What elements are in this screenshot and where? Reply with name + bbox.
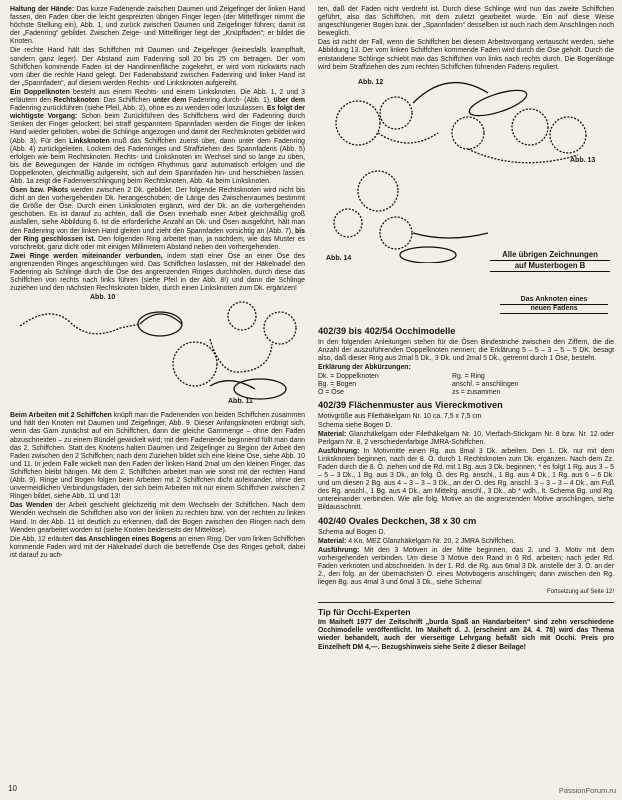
text-span: an einen Ring. Der vom linken Schiffchen kommende Faden wird mit der Häkelnadel durch die betreffende Öse des Ringes geholt, dabei ist darauf zu ach- bbox=[10, 535, 305, 559]
site-watermark: PassionForum.ru bbox=[558, 786, 616, 795]
paragraph-motif-size bbox=[318, 413, 614, 429]
tip-title: Tip für Occhi-Experten bbox=[318, 607, 411, 618]
paragraph-schema: Schema auf Bogen D. bbox=[318, 528, 386, 536]
section-heading-402-39: 402/39 Flächenmuster aus Viereckmotiven bbox=[318, 400, 503, 411]
tip-text bbox=[318, 619, 614, 651]
bold-term: Ausführung: bbox=[318, 546, 360, 554]
paragraph-joining-rings bbox=[10, 253, 305, 293]
figure-12-14 bbox=[318, 73, 614, 263]
text-span: Den folgenden Ring arbeitet man, ja nachdem, wie das Muster es vorschreibt, ganz dicht oder mit einigen Millimetern Abstand neben den vorhergehenden. bbox=[10, 235, 305, 251]
paragraph-text: Das kurze Fadenende zwischen Daumen und Zeigefinger der linken Hand fassen, den Faden über die leicht gespreizten übrigen Finger legen (der Mittelfinger nimmt die höchste Stellung ein), Abb. 1, und zurück zwischen Daumen und Zeigefinger führen; damit ist der „Fadenring“ gebildet. Zwischen Zeige- und Mittelfinger liegt der „Knüpffaden“; er bildet die Knoten. bbox=[10, 6, 305, 46]
text-span: Fadenring zurückführen (siehe Pfeil, Abb. 2), ohne es zu wenden oder loszulassen. bbox=[10, 105, 267, 113]
paragraph-turning bbox=[10, 502, 305, 534]
figure-14-label: Abb. 14 bbox=[326, 254, 352, 262]
bold-term: Es folgt der wichtigste Vorgang: bbox=[10, 105, 305, 121]
abbreviations-list bbox=[318, 373, 614, 397]
tatting-illustration bbox=[10, 294, 305, 412]
bold-term: Ausführung: bbox=[318, 447, 360, 455]
paragraph-right-hand: Die rechte Hand hält das Schiffchen mit Daumen und Zeigefinger (keinesfalls krampfhaft, sondern ganz leger). Der Abstand zum Fadenring soll 20 bis 25 cm betragen. Der vom Schiffchen kommende Faden ist der Handinnenfläche zugekehrt, er wird vom rückwärts nach vorn über die rechte Hand gelegt. Der Fadenabstand zwischen Fadenring und linker Hand ist der „Spannfaden“, auf diesem werden Rechts- und Linksknoten aufgereiht. bbox=[10, 47, 305, 87]
bold-term: Material: bbox=[318, 430, 347, 438]
text-span: Motivgröße aus Filethäkelgarn Nr. 10 ca. 7,5 x 7,5 cm bbox=[318, 413, 482, 421]
callout-line: neuen Fadens bbox=[500, 305, 608, 314]
paragraph-material-2 bbox=[318, 538, 614, 546]
text-span: indem statt einer Öse an einer Öse des angrenzenden Ringes angeschlungen wird. Das Schiffchen loslassen, mit der Häkelnadel den Fadenring als Schlinge durch die Öse des angrenzenden Ringes durchholen, durch diese das Schiffchen von rechts nach links führen (siehe Pfeil in der Abb. 8!) und dann die Schlinge zuziehen und den nächsten Rechtsknoten bilden, durch einen Linksknoten zum Dk. ergänzen! bbox=[10, 252, 305, 293]
paragraph-execution-2 bbox=[318, 547, 614, 587]
bold-term: Beim Arbeiten mit 2 Schiffchen bbox=[10, 412, 112, 420]
abbreviation-item: Rg. = Ring bbox=[452, 373, 485, 381]
text-span: 4 Kn. MEZ Glanzhäkelgarn Nr. 20, 2 JMRA Schiffchen. bbox=[346, 537, 516, 545]
bold-term: Ein Doppelknoten bbox=[10, 88, 70, 96]
text-span: muß das Schiffchen zuerst über, dann unter dem Fadenring (Abb. 4) zurückgeleiten. Lockern des Fadenringes und Straffziehen des Spannfadens (Abb. 5) erfolgen wie beim Rechtsknoten. Rechts- und Linksknoten im Wechsel sind so lange zu üben, bis die Bewegungen der Hände im richtigen Rhythmus ganz automatisch erfolgen und die Doppelknoten, gleichmäßig aufgereiht, sich auf dem Spannfaden hin- und herschieben lassen. Abb. 1a zeigt die Fadenverschlingung beim Rechtsknoten, Abb. 4a beim Linksknoten. bbox=[10, 137, 305, 185]
text-span: Glanzhäkelgarn oder Filethäkelgarn Nr. 10, Vierfach-Stickgarn Nr. 8 bzw. Nr. 12 oder Perlgarn Nr. 8, 2 verschiedenfarbige JMRA-Schiffchen. bbox=[318, 430, 614, 446]
tatting-illustration bbox=[318, 73, 614, 263]
paragraph-lead: Haltung der Hände: bbox=[10, 6, 75, 13]
bold-term: Erklärung der Abkürzungen: bbox=[318, 364, 411, 372]
bold-term: das Anschlingen eines Bogens bbox=[74, 535, 177, 543]
continued-note: Fortsetzung auf Seite 12! bbox=[546, 589, 614, 596]
bold-term: Material: bbox=[318, 537, 347, 545]
text-span: werden zwischen 2 Dk. gebildet. Der folgende Rechtsknoten wird nicht bis dicht an den vorhergehenden Dk. herangeschoben; die Länge des Zwischenraumes bestimmt die Größe der Öse. Durch einen Linksknoten ergänzt, wird der Dk. an die vorhergehenden geschoben. Es ist darauf zu achten, daß die Ösen innerhalb einer Arbeit gleichmäßig groß ausfallen, siehe Abbildung 6. Ist die erforderliche Anzahl an Dk. und Ösen ausgeführt, hält man den Fadenring von der linken Hand gleiten und zieht den Spannfaden vorsichtig an (Abb. 7), bbox=[10, 187, 305, 235]
figure-12-label: Abb. 12 bbox=[358, 78, 384, 86]
abbreviation-item: Dk. = Doppelknoten bbox=[318, 373, 379, 381]
text-span: Mit den 3 Motiven in der Mitte beginnen, das 2. und 3. Motiv mit dem vorhergehenden verbinden. Um diese 3 Motive den Rand in 6 Rd. arbeiten; nach jeder Rd. Faden verknoten und abschneiden. In der 1. Rd. die Rg. aus 6mal 3 Dk. anstelle der 3. Ö. an der 2., den folg. an der übernächsten Ö. eines Motivbogens anschlingen; dann zwischen den Rg. liegen Bg. aus 4mal 3 und 6mal 3 Dk., siehe Schema! bbox=[318, 546, 614, 587]
left-column bbox=[10, 6, 305, 561]
paragraph-picots bbox=[10, 187, 305, 252]
note-line: Alle übrigen Zeichnungen bbox=[490, 250, 610, 261]
paragraph-double-knot bbox=[10, 89, 305, 186]
text-span: besteht aus einem Rechts- und einem Linksknoten. Die Abb. 1, 2 und 3 erläutern den bbox=[10, 88, 305, 105]
bold-term: über dem bbox=[273, 97, 305, 105]
figure-10-label: Abb. 10 bbox=[90, 294, 116, 302]
text-span: Schon beim Zurückführen des Schiffchens wird der Fadenring durch Senken der Finger gelockert; bei straff gespanntem Spannfaden werden die Finger der linken Hand wieder gehoben, wobei die Schlinge angezogen und damit der Rechtsknoten gebildet wird (Abb. 3). Für den bbox=[10, 113, 305, 145]
paragraph-shuttle-swap: Das ist nicht der Fall, wenn die Schiffchen bei diesem Arbeitsvorgang vertauscht werden, siehe Abbildung 13. Der vom linken Schiffchen kommende Faden wird durch die Öse geholt. Durch die entstandene Schlinge schiebt man das Schiffchen von links nach rechts durch. Die Bogenlänge wird beim Straffziehen des zum rechten Schiffchen führenden Fadens reguliert. bbox=[318, 39, 614, 71]
bold-term: Linksknoten bbox=[69, 137, 110, 145]
text-span: der Arbeit geschieht gleichzeitig mit dem Wechseln der Schiffchen. Nach dem Wenden wechseln die Schiffchen also von der linken zu rechten bzw. von der rechten zu linken Hand. In der Abb. 11 ist deutlich zu erkennen, daß der Bogen zwischen den Ringen nach dem Wenden gearbeitet worden ist (siehe Knoten beiderseits der Mittelöse). bbox=[10, 502, 305, 534]
paragraph-chain-joining bbox=[10, 536, 305, 560]
figure-10-11 bbox=[10, 294, 305, 412]
abbreviation-item: anschl. = anschlingen bbox=[452, 381, 519, 389]
paragraph-two-shuttles bbox=[10, 412, 305, 501]
abbreviation-item: zs = zusammen bbox=[452, 389, 501, 397]
drawings-note bbox=[490, 250, 610, 272]
text-span: In Motivmitte einen Rg. aus 8mal 3 Dk. arbeiten. Den 1. Dk. nur mit dem Linksknoten beginnen, nach der 8. Ö. durch 1 Rechtsknoten zum Dk. ergänzen. Nach dem Zz. Faden durch die 8. Ö. ziehen und die Rd. mit 1 Bg. aus 3 Dk. beginnen; * es folgt 1 Rg. aus 3 – 5 – 5 – 3 Dk., 1 Bg. aus 3 Dk., an folg. Ö. des Rg. anschl., 1 Bg. aus 4 Dk., 1 Rg. aus 6 – 6 Dk. und um diesen 2 Bg. aus 4 – 3 – 3 – 3 Dk., an der Ö. des Rg. anschl. 3 – 3 – 3 – 4 Dk., am Fuß des Rg. anschl., 1 Bg. aus 4 Dk., am Mittelrg. anschl., 3 Dk., ab * wdh., lt. Schema Bg. und Rg. untereinander verbinden. Wie alle folg. Motive an die angrenzenden Motive anschlingen, siehe Bildausschnitt. bbox=[318, 447, 614, 512]
paragraph-hand-position bbox=[10, 6, 305, 46]
page-number: 10 bbox=[8, 784, 17, 793]
callout-line: Das Anknoten eines bbox=[500, 296, 608, 305]
bold-term: unter dem bbox=[152, 97, 187, 105]
bold-term: Im Maiheft 1977 der Zeitschrift „burda Spaß an Handarbeiten“ sind zehn verschiedene Occhimodelle veröffentlicht. Im Maiheft d. J. (erscheint am 24. 4. 78) wird das Thema wieder behandelt, auch der vierseitige Lehrgang befaßt sich mit Occhi. Preis pro Einzelheft DM 4,—. Bezugshinweis siehe Seite 2 dieser Beilage! bbox=[318, 619, 614, 651]
section-heading-402-40: 402/40 Ovales Deckchen, 38 x 30 cm bbox=[318, 515, 477, 526]
bold-term: bis der Ring geschlossen ist. bbox=[10, 227, 305, 243]
paragraph-execution bbox=[318, 448, 614, 513]
bold-term: Das Wenden bbox=[10, 502, 53, 510]
figure-11-label: Abb. 11 bbox=[228, 398, 253, 406]
paragraph-material bbox=[318, 431, 614, 447]
text-span: Fadenring durch- (Abb. 1), bbox=[186, 97, 274, 105]
bold-term: Rechtsknoten bbox=[53, 97, 100, 105]
text-span: Schema siehe Bogen D. bbox=[318, 421, 393, 429]
bold-term: Zwei Ringe werden miteinander verbunden, bbox=[10, 252, 163, 260]
text-span: knüpft man die Fadenenden von beiden Schiffchen zusammen und hält den Knoten mit Daumen und Zeigefinger, Abb. 9. Dieser Anfangsknoten erübrigt sich, wenn das Garn zunächst auf ein Schiffchen, dann die gleiche Garnmenge – ohne den Faden abzuschneiden – zu einem Bündel gewickelt wird; mit dem Fadenende beginnend füllt man dann das 2. Schiffchen. Statt des Knotens halten Daumen und Zeigefinger zu Beginn der Arbeit den Faden zwischen den 2 Schiffchen; nach dem Zuziehen bildet sich eine kleine Öse, siehe Abb. 10 und 11. In jedem Falle wickelt man den Faden der linken Hand 2mal um den kleinen Finger, das Schiffchen bleibt hängen. Mit dem 2. Schiffchen arbeitet man wie sonst mit der rechten Hand (Abb. 9). Ringe und Bogen folgen beim Arbeiten mit 2 Schiffchen dicht aufeinander, ohne den unvermeidlichen Verbindungsfaden, der sich beim Arbeiten mit nur einem Schiffchen zwischen 2 Ringen bildet, siehe Abb. 11 und 13! bbox=[10, 412, 305, 501]
bold-term: Ösen bzw. Pikots bbox=[10, 187, 69, 195]
abbreviations-title bbox=[318, 364, 614, 372]
paragraph-intro: In den folgenden Anleitungen stehen für die Ösen Bindestriche zwischen den Ziffern, die die Anzahl der auszuführenden Doppelknoten nennen; die Erklärung 5 – 5 – 3 – 5 – 5 DK. besagt also, daß dieser Ring aus 2mal 5 Dk., 3 Dk. und 2mal 5 Dk., getrennt durch 1 Öse, besteht. bbox=[318, 338, 614, 362]
callout-new-thread bbox=[500, 296, 608, 314]
tip-box bbox=[318, 602, 614, 651]
figure-13-label: Abb. 13 bbox=[570, 156, 596, 164]
abbreviation-item: Bg. = Bogen bbox=[318, 381, 357, 389]
note-line: auf Musterbogen B bbox=[490, 261, 610, 272]
text-span: Die Abb. 12 erläutert bbox=[10, 535, 75, 543]
paragraph-continued: ten, daß der Faden nicht verdreht ist. Durch diese Schlinge wird nun das zweite Schiffchen geführt, also das Schiffchen, mit dem zuletzt gearbeitet wurde. Ein auf diese Weise angeschlungener Bogen bzw. der „Spannfaden“ desselben ist auch nach dem Anschlingen noch beweglich. bbox=[318, 6, 614, 38]
section-heading-occhimodelle: 402/39 bis 402/54 Occhimodelle bbox=[318, 325, 456, 336]
abbreviation-item: Ö = Öse bbox=[318, 389, 344, 397]
right-column bbox=[318, 6, 614, 653]
text-span: : Das Schiffchen bbox=[99, 97, 153, 105]
